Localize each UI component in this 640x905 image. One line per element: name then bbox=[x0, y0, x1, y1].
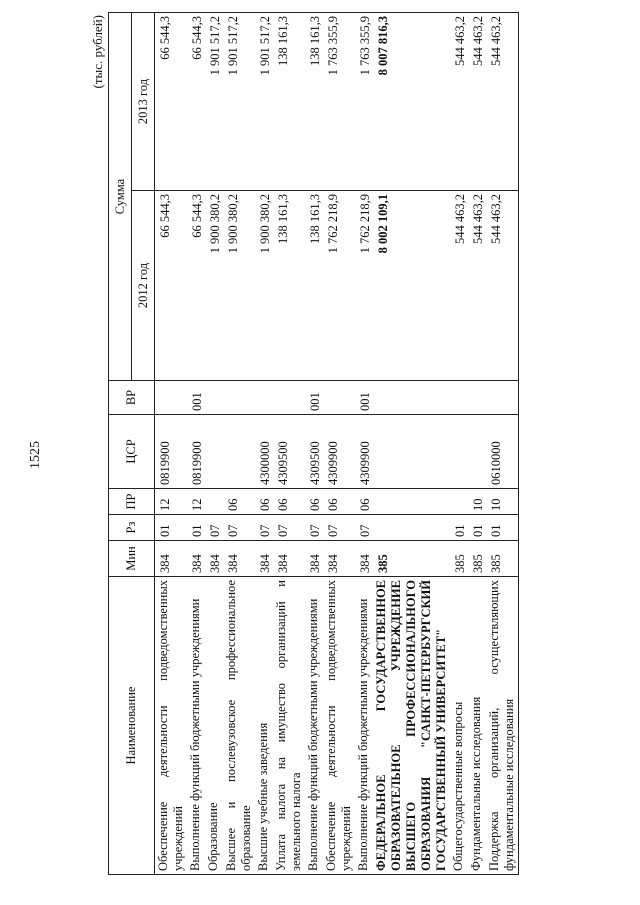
row-csr-code: 4300000 bbox=[255, 415, 273, 489]
row-pr-code: 10 bbox=[468, 489, 486, 515]
row-min-code: 385 bbox=[486, 541, 519, 577]
row-name: ФЕДЕРАЛЬНОЕ ГОСУДАРСТВЕННОЕ ОБРАЗОВАТЕЛЬНОЕ УЧРЕЖДЕНИЕ ВЫСШЕГО ПРОФЕССИОНАЛЬНОГО ОБРАЗОВАНИЯ "САНКТ-ПЕТЕРБУРГСКИЙ ГОСУДАРСТВЕННЫЙ УНИВЕРСИТЕТ" bbox=[373, 577, 450, 875]
row-rz-code: 01 bbox=[187, 515, 205, 541]
row-min-code: 384 bbox=[323, 541, 355, 577]
row-vr-code bbox=[468, 381, 486, 415]
row-name: Образование bbox=[205, 577, 223, 875]
header-2012: 2012 год bbox=[132, 191, 155, 381]
row-name: Обеспечение деятельности подведомственных учреждений bbox=[155, 577, 188, 875]
header-2013: 2013 год bbox=[132, 13, 155, 191]
row-pr-code bbox=[205, 489, 223, 515]
row-amount-2013: 1 763 355,9 bbox=[355, 13, 373, 191]
row-vr-code bbox=[373, 381, 450, 415]
row-amount-2012: 66 544,3 bbox=[187, 191, 205, 381]
table-row bbox=[486, 13, 519, 875]
table-header-row bbox=[109, 13, 132, 875]
row-csr-code: 0610000 bbox=[486, 415, 519, 489]
row-rz-code: 07 bbox=[323, 515, 355, 541]
row-min-code: 384 bbox=[273, 541, 305, 577]
row-amount-2012: 138 161,3 bbox=[273, 191, 305, 381]
row-amount-2012: 8 002 109,1 bbox=[373, 191, 450, 381]
row-csr-code: 4309500 bbox=[273, 415, 305, 489]
row-csr-code: 4309900 bbox=[323, 415, 355, 489]
row-amount-2013: 1 763 355,9 bbox=[323, 13, 355, 191]
row-name: Выполнение функций бюджетными учреждениями bbox=[305, 577, 323, 875]
row-vr-code bbox=[273, 381, 305, 415]
row-csr-code bbox=[468, 415, 486, 489]
row-amount-2012: 544 463,2 bbox=[468, 191, 486, 381]
row-amount-2012: 66 544,3 bbox=[155, 191, 188, 381]
row-rz-code: 01 bbox=[155, 515, 188, 541]
row-amount-2012: 138 161,3 bbox=[305, 191, 323, 381]
row-min-code: 384 bbox=[187, 541, 205, 577]
table-body bbox=[155, 13, 519, 875]
table-row bbox=[305, 13, 323, 875]
row-pr-code: 10 bbox=[486, 489, 519, 515]
row-rz-code bbox=[373, 515, 450, 541]
row-name: Поддержка организаций, осуществляющих фундаментальные исследования bbox=[486, 577, 519, 875]
header-sum: Сумма bbox=[109, 13, 132, 381]
row-min-code: 384 bbox=[223, 541, 255, 577]
row-vr-code bbox=[155, 381, 188, 415]
row-vr-code bbox=[223, 381, 255, 415]
row-amount-2012: 1 900 380,2 bbox=[205, 191, 223, 381]
row-min-code: 384 bbox=[305, 541, 323, 577]
row-rz-code: 07 bbox=[355, 515, 373, 541]
header-min: Мин bbox=[109, 541, 155, 577]
row-amount-2013: 8 007 816,3 bbox=[373, 13, 450, 191]
row-rz-code: 01 bbox=[486, 515, 519, 541]
row-name: Выполнение функций бюджетными учреждениями bbox=[355, 577, 373, 875]
row-pr-code: 06 bbox=[323, 489, 355, 515]
row-pr-code: 12 bbox=[155, 489, 188, 515]
row-amount-2013: 66 544,3 bbox=[155, 13, 188, 191]
row-amount-2012: 1 900 380,2 bbox=[255, 191, 273, 381]
header-csr: ЦСР bbox=[109, 415, 155, 489]
row-name: Высшее и послевузовское профессиональное образование bbox=[223, 577, 255, 875]
row-name: Высшие учебные заведения bbox=[255, 577, 273, 875]
budget-table bbox=[108, 12, 519, 875]
row-rz-code: 07 bbox=[273, 515, 305, 541]
header-pr: ПР bbox=[109, 489, 155, 515]
row-amount-2012: 544 463,2 bbox=[486, 191, 519, 381]
header-rz: Рз bbox=[109, 515, 155, 541]
row-min-code: 384 bbox=[255, 541, 273, 577]
row-csr-code: 0819900 bbox=[187, 415, 205, 489]
table-row bbox=[223, 13, 255, 875]
row-rz-code: 01 bbox=[450, 515, 468, 541]
table-row bbox=[468, 13, 486, 875]
row-vr-code: 001 bbox=[355, 381, 373, 415]
table-row bbox=[373, 13, 450, 875]
row-rz-code: 07 bbox=[205, 515, 223, 541]
row-pr-code: 06 bbox=[255, 489, 273, 515]
row-min-code: 385 bbox=[468, 541, 486, 577]
row-vr-code bbox=[205, 381, 223, 415]
row-vr-code: 001 bbox=[305, 381, 323, 415]
row-name: Фундаментальные исследования bbox=[468, 577, 486, 875]
row-min-code: 384 bbox=[205, 541, 223, 577]
table-row bbox=[187, 13, 205, 875]
row-vr-code bbox=[486, 381, 519, 415]
row-rz-code: 07 bbox=[223, 515, 255, 541]
row-amount-2013: 138 161,3 bbox=[305, 13, 323, 191]
row-amount-2013: 1 901 517,2 bbox=[223, 13, 255, 191]
row-amount-2013: 138 161,3 bbox=[273, 13, 305, 191]
row-pr-code bbox=[450, 489, 468, 515]
table-row bbox=[205, 13, 223, 875]
row-amount-2013: 1 901 517,2 bbox=[255, 13, 273, 191]
table-row bbox=[450, 13, 468, 875]
row-amount-2012: 1 762 218,9 bbox=[355, 191, 373, 381]
row-pr-code bbox=[373, 489, 450, 515]
row-pr-code: 06 bbox=[305, 489, 323, 515]
header-name: Наименование bbox=[109, 577, 155, 875]
row-csr-code bbox=[223, 415, 255, 489]
table-row bbox=[323, 13, 355, 875]
row-pr-code: 06 bbox=[355, 489, 373, 515]
table-row bbox=[255, 13, 273, 875]
row-csr-code: 4309500 bbox=[305, 415, 323, 489]
table-row bbox=[273, 13, 305, 875]
units-note: (тыс. рублей) bbox=[90, 15, 105, 89]
row-name: Выполнение функций бюджетными учреждениями bbox=[187, 577, 205, 875]
row-amount-2013: 1 901 517,2 bbox=[205, 13, 223, 191]
row-csr-code: 0819900 bbox=[155, 415, 188, 489]
table-row bbox=[355, 13, 373, 875]
row-vr-code bbox=[450, 381, 468, 415]
row-amount-2012: 1 762 218,9 bbox=[323, 191, 355, 381]
table-row bbox=[155, 13, 188, 875]
row-csr-code: 4309900 bbox=[355, 415, 373, 489]
page-number: 1525 bbox=[28, 441, 43, 469]
row-amount-2013: 544 463,2 bbox=[450, 13, 468, 191]
row-csr-code bbox=[373, 415, 450, 489]
row-name: Обеспечение деятельности подведомственных учреждений bbox=[323, 577, 355, 875]
row-amount-2012: 1 900 380,2 bbox=[223, 191, 255, 381]
row-min-code: 384 bbox=[155, 541, 188, 577]
row-min-code: 385 bbox=[373, 541, 450, 577]
row-csr-code bbox=[450, 415, 468, 489]
row-min-code: 385 bbox=[450, 541, 468, 577]
row-vr-code bbox=[323, 381, 355, 415]
row-amount-2013: 66 544,3 bbox=[187, 13, 205, 191]
row-name: Уплата налога на имущество организаций и земельного налога bbox=[273, 577, 305, 875]
row-amount-2013: 544 463,2 bbox=[486, 13, 519, 191]
row-rz-code: 07 bbox=[305, 515, 323, 541]
row-pr-code: 06 bbox=[273, 489, 305, 515]
row-amount-2012: 544 463,2 bbox=[450, 191, 468, 381]
row-csr-code bbox=[205, 415, 223, 489]
header-vr: ВР bbox=[109, 381, 155, 415]
row-rz-code: 07 bbox=[255, 515, 273, 541]
row-vr-code: 001 bbox=[187, 381, 205, 415]
row-vr-code bbox=[255, 381, 273, 415]
row-rz-code: 01 bbox=[468, 515, 486, 541]
row-min-code: 384 bbox=[355, 541, 373, 577]
row-pr-code: 06 bbox=[223, 489, 255, 515]
row-amount-2013: 544 463,2 bbox=[468, 13, 486, 191]
row-pr-code: 12 bbox=[187, 489, 205, 515]
row-name: Общегосударственные вопросы bbox=[450, 577, 468, 875]
